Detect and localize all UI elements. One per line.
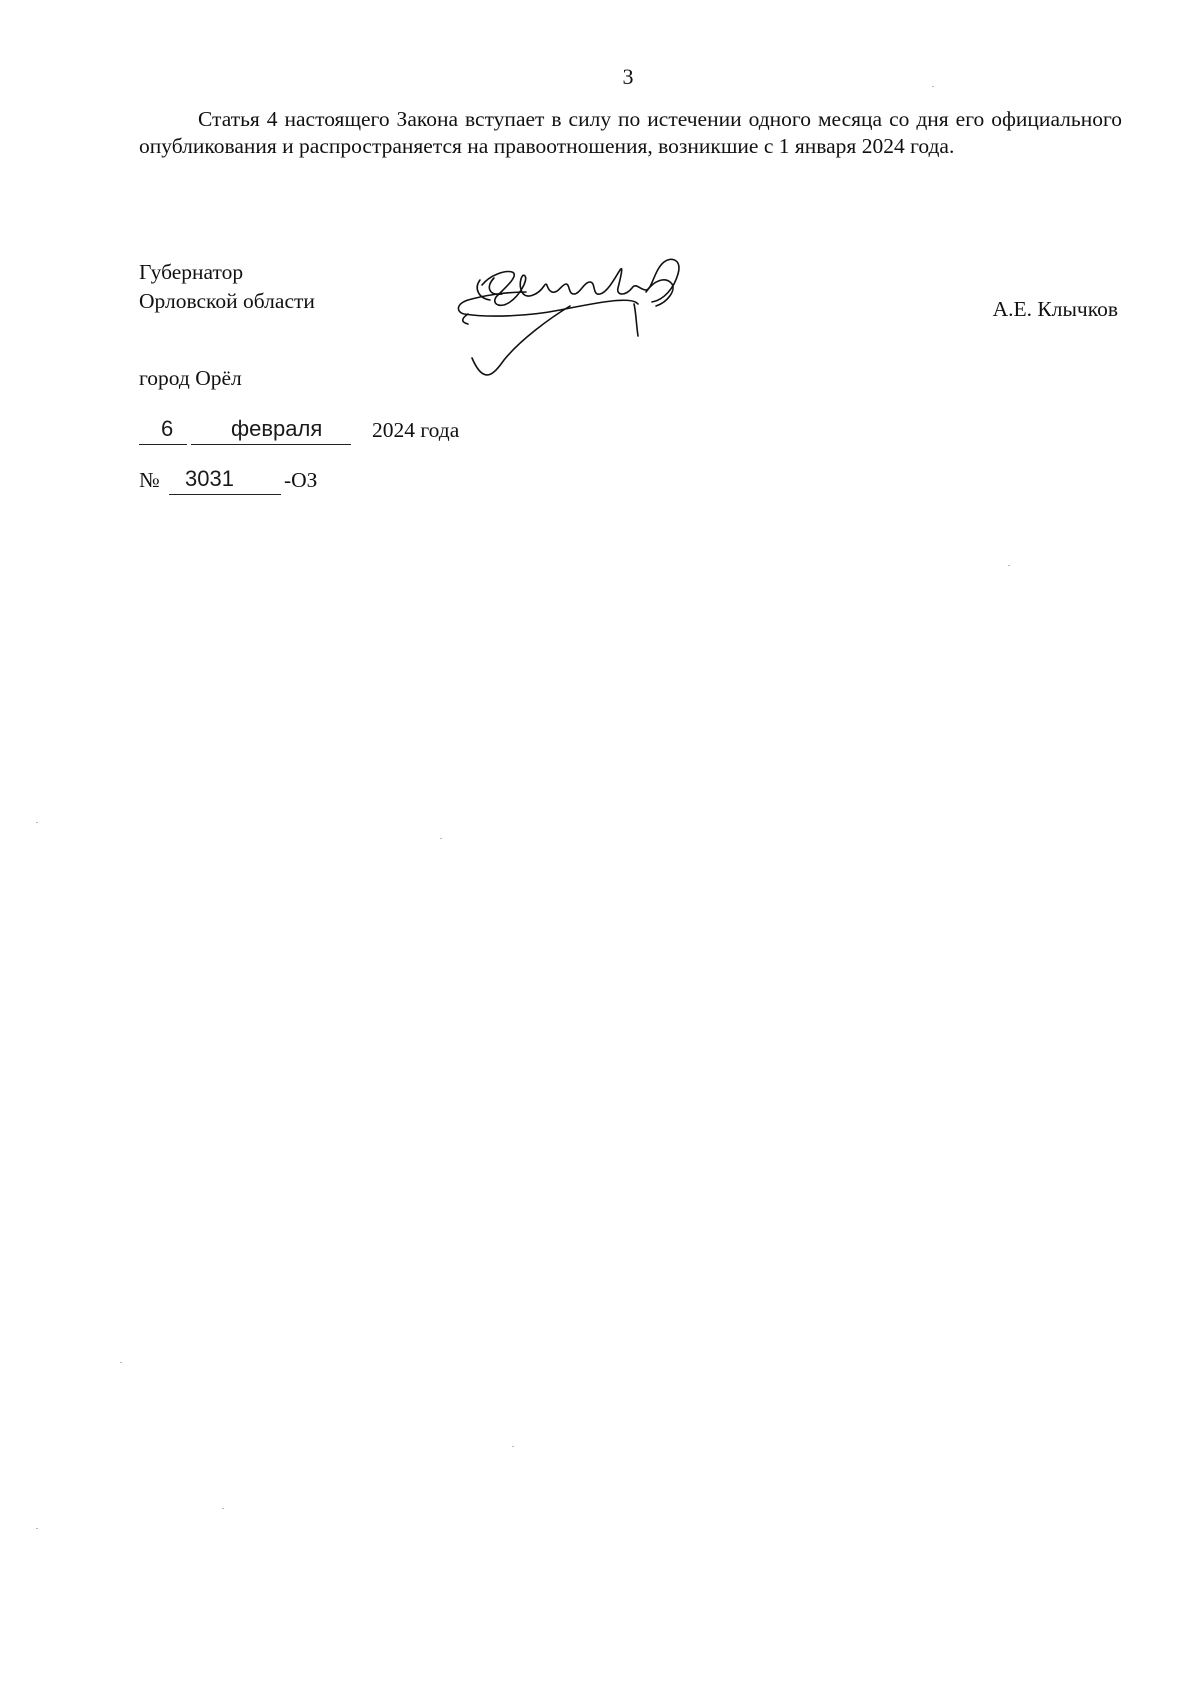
scan-speck: [932, 86, 934, 87]
scan-speck: [512, 1446, 514, 1447]
number-sign: №: [139, 468, 160, 492]
position-title: Губернатор: [139, 260, 244, 284]
law-number-line: [139, 468, 399, 498]
scan-speck: [1008, 565, 1010, 566]
place-of-signing: город Орёл: [139, 366, 242, 390]
law-number-suffix: -ОЗ: [284, 468, 318, 492]
handwritten-signature: [450, 240, 730, 400]
article-paragraph: Статья 4 настоящего Закона вступает в силу по истечении одного месяца со дня его официального опубликования и распространяется на правоотношения, возникшие с 1 января 2024 года.: [139, 107, 1122, 158]
position-region: Орловской области: [139, 289, 315, 313]
date-month: февраля: [231, 416, 323, 441]
date-year: 2024 года: [372, 418, 460, 442]
scan-speck: [120, 1362, 122, 1363]
scan-speck: [36, 1528, 38, 1529]
signatory-position: [139, 258, 315, 316]
scan-speck: [440, 838, 442, 839]
law-number: 3031: [185, 466, 234, 491]
page-number: 3: [622, 64, 634, 89]
scan-speck: [36, 822, 38, 823]
date-day: 6: [161, 416, 174, 441]
signing-date: [139, 418, 499, 448]
signatory-name: А.Е. Клычков: [992, 297, 1118, 321]
scan-speck: [222, 1508, 224, 1509]
